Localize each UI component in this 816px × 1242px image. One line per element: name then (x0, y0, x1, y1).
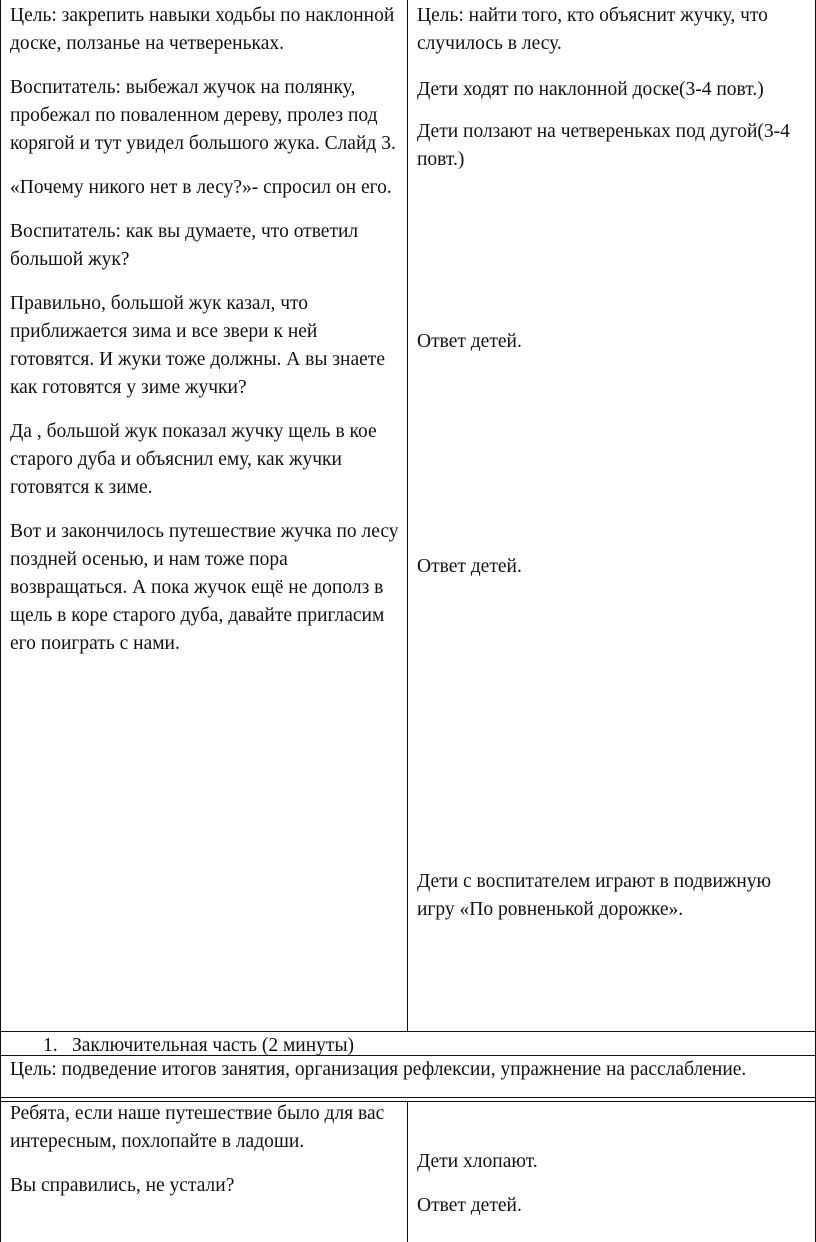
left-paragraph-goal: Цель: закрепить навыки ходьбы по наклонной доске, ползанье на четвереньках. (10, 5, 395, 54)
left-paragraph-winter: Правильно, большой жук казал, что приближается зима и все звери к ней готовятся. И жуки тоже должны. А вы знаете как готовятся у зиме жучки? (10, 293, 385, 398)
row-divider-3a (0, 1097, 816, 1098)
final-goal-cell (10, 1056, 810, 1084)
left-paragraph-ending: Вот и закончилось путешествие жучка по лесу поздней осенью, и нам тоже пора возвращаться. А пока жучок ещё не дополз в щель в коре старого дуба, давайте пригласим его поиграть с нами. (10, 521, 399, 654)
left-paragraph-story: Воспитатель: выбежал жучок на полянку, пробежал по поваленном дереву, пролез под корягой и тут увидел большого жука. Слайд 3. (10, 77, 396, 154)
section-title: Заключительная часть (2 минуты) (72, 1035, 355, 1056)
final-left-question: Вы справились, не устали? (10, 1175, 235, 1196)
column-divider-top (407, 0, 408, 1032)
right-answer-2: Ответ детей. (417, 556, 522, 577)
left-paragraph-oak: Да , большой жук показал жучку щель в кое старого дуба и объяснил ему, как жучки готовятся к зиме. (10, 421, 377, 498)
column-divider-bottom (407, 1101, 408, 1242)
section-number: 1. (43, 1035, 58, 1056)
final-goal-text: Цель: подведение итогов занятия, организация рефлексии, упражнение на расслабление. (10, 1059, 747, 1080)
final-right-cell (417, 1102, 809, 1242)
right-crawl: Дети ползают на четвереньках под дугой(3-4 повт.) (417, 121, 790, 170)
section-heading (0, 1032, 816, 1055)
left-paragraph-question: «Почему никого нет в лесу?»- спросил он его. (10, 177, 392, 198)
left-column-cell (10, 2, 402, 674)
right-goal: Цель: найти того, кто объяснит жучку, что случилось в лесу. (417, 5, 768, 54)
left-paragraph-teacher-question: Воспитатель: как вы думаете, что ответил большой жук? (10, 221, 359, 270)
final-left-clap-prompt: Ребята, если наше путешествие было для вас интересным, похлопайте в ладоши. (10, 1103, 385, 1152)
right-walk: Дети ходят по наклонной доске(3-4 повт.) (417, 79, 764, 100)
final-left-cell (10, 1100, 402, 1216)
right-answer-1: Ответ детей. (417, 331, 522, 352)
final-right-answer: Ответ детей. (417, 1195, 522, 1216)
right-column-cell (417, 0, 809, 1030)
final-right-clap: Дети хлопают. (417, 1151, 538, 1172)
right-game: Дети с воспитателем играют в подвижную игру «По ровненькой дорожке». (417, 871, 772, 920)
